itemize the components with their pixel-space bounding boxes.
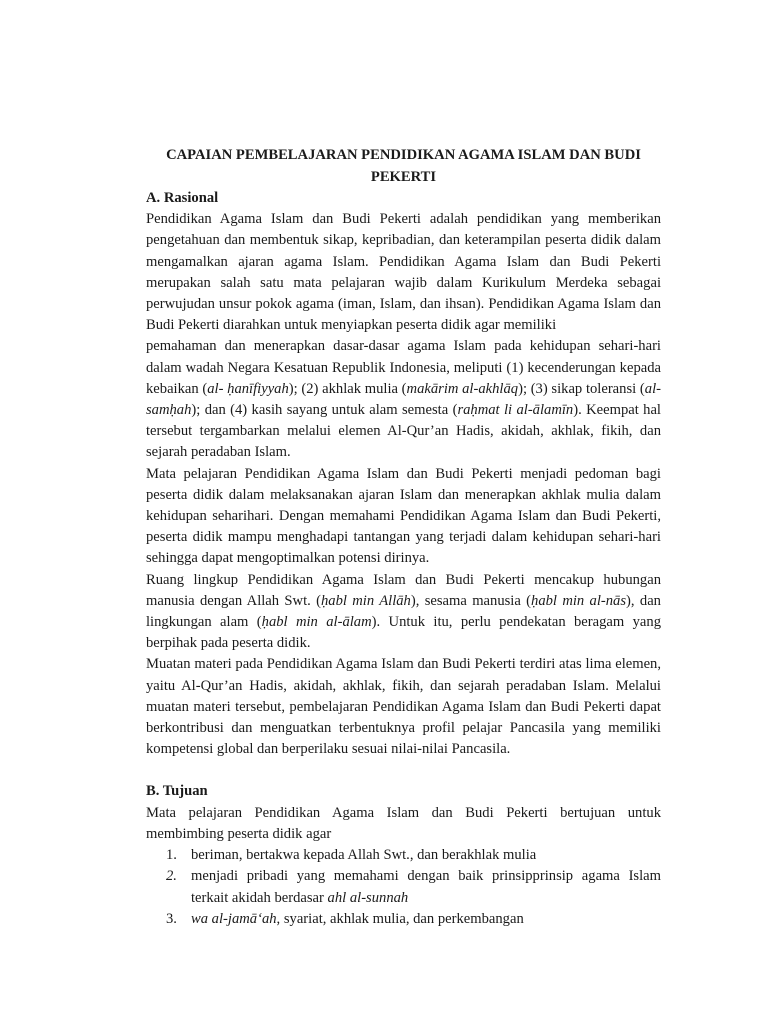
tujuan-list [146, 845, 661, 930]
title-line-2: PEKERTI [370, 169, 437, 185]
p2-term-rahmat: raḥmat li al-ālamīn [457, 402, 574, 419]
p4-term-habl-allah: ḥabl min Allāh [320, 592, 411, 609]
section-a-heading: A. Rasional [146, 190, 219, 206]
list-number: 1. [166, 847, 177, 864]
p4-term-habl-nas: ḥabl min al-nās [531, 592, 627, 609]
list-text-plain: , syariat, akhlak mulia, dan perkembangan [276, 910, 524, 927]
rasional-paragraph-5: Muatan materi pada Pendidikan Agama Islam dan Budi Pekerti terdiri atas lima elemen, yaitu Al-Qur’an Hadis, akidah, akhlak, fikih, dan sejarah peradaban Islam. Melalui muatan materi tersebut, pembelajaran Pendidikan Agama Islam dan Budi Pekerti dapat berkontribusi dan menguatkan terbentuknya profil pelajar Pancasila yang memiliki kompetensi global dan berperilaku sesuai nilai-nilai Pancasila. [146, 656, 661, 758]
section-spacer [146, 760, 661, 781]
p2-text-2: ); (2) akhlak mulia ( [288, 380, 407, 397]
list-text [191, 866, 661, 908]
tujuan-intro: Mata pelajaran Pendidikan Agama Islam dan Budi Pekerti bertujuan untuk membimbing peserta didik agar [146, 804, 661, 842]
list-text-plain: menjadi pribadi yang memahami dengan baik prinsipprinsip agama Islam terkait akidah berdasar [191, 868, 661, 906]
document-title [146, 144, 661, 188]
title-line-1: CAPAIAN PEMBELAJARAN PENDIDIKAN AGAMA ISLAM DAN BUDI [166, 147, 641, 163]
p4-text-2: ), sesama manusia ( [410, 592, 532, 609]
list-term-jamaah: wa al-jamā‘ah [191, 910, 277, 927]
p4-text-1: Ruang lingkup Pendidikan Agama Islam dan Budi Pekerti mencakup hubungan manusia dengan Allah Swt. ( [146, 571, 661, 609]
p4-term-habl-alam: ḥabl min al-ālam [261, 614, 372, 631]
rasional-paragraph-1: Pendidikan Agama Islam dan Budi Pekerti adalah pendidikan yang memberikan pengetahuan dan membentuk sikap, kepribadian, dan keterampilan peserta didik dalam mengamalkan ajaran agama Islam. Pendidikan Agama Islam dan Budi Pekerti merupakan salah satu mata pelajaran wajib dalam Kurikulum Merdeka sebagai perwujudan unsur pokok agama (iman, Islam, dan ihsan). Pendidikan Agama Islam dan Budi Pekerti diarahkan untuk menyiapkan peserta didik agar memiliki [146, 211, 661, 334]
p2-text-1: pemahaman dan menerapkan dasar-dasar agama Islam pada kehidupan sehari-hari dalam wadah Negara Kesatuan Republik Indonesia, meliputi (1) kecenderungan kepada kebaikan ( [146, 338, 661, 397]
list-term-ahl-sunnah: ahl al-sunnah [327, 889, 409, 906]
list-text [191, 909, 661, 930]
list-number: 2. [166, 868, 177, 885]
list-item [146, 866, 661, 908]
document-content [146, 144, 661, 930]
list-item [146, 845, 661, 866]
p4-text-4: ). Untuk itu, perlu pendekatan beragam yang berpihak pada peserta didik. [146, 614, 661, 652]
p2-term-makarim: makārim al-akhlāq [406, 380, 519, 397]
list-number: 3. [166, 910, 177, 927]
p2-term-hanifiyyah: al- ḥanīfiyyah [207, 380, 289, 397]
rasional-paragraph-2 [146, 336, 661, 463]
list-item [146, 909, 661, 930]
p2-text-5: ). Keempat hal tersebut tergambarkan melalui elemen Al-Qur’an Hadis, akidah, akhlak, fikih, dan sejarah peradaban Islam. [146, 402, 661, 461]
p2-term-samhah: al-samḥah [146, 380, 661, 419]
section-b-heading: B. Tujuan [146, 783, 208, 800]
list-text: beriman, bertakwa kepada Allah Swt., dan berakhlak mulia [191, 847, 537, 864]
rasional-paragraph-3: Mata pelajaran Pendidikan Agama Islam dan Budi Pekerti menjadi pedoman bagi peserta didik dalam melaksanakan ajaran Islam dan menerapkan akhlak mulia dalam kehidupan seharihari. Dengan memahami Pendidikan Agama Islam dan Budi Pekerti, peserta didik mampu menghadapi tantangan yang terjadi dalam kehidupan sehari-hari sehingga dapat mengoptimalkan potensi dirinya. [146, 465, 661, 567]
p2-text-4: ); dan (4) kasih sayang untuk alam semesta ( [191, 402, 458, 419]
rasional-paragraph-4 [146, 570, 661, 655]
p2-text-3: ); (3) sikap toleransi ( [518, 380, 645, 397]
p4-text-3: ), dan lingkungan alam ( [146, 592, 661, 631]
